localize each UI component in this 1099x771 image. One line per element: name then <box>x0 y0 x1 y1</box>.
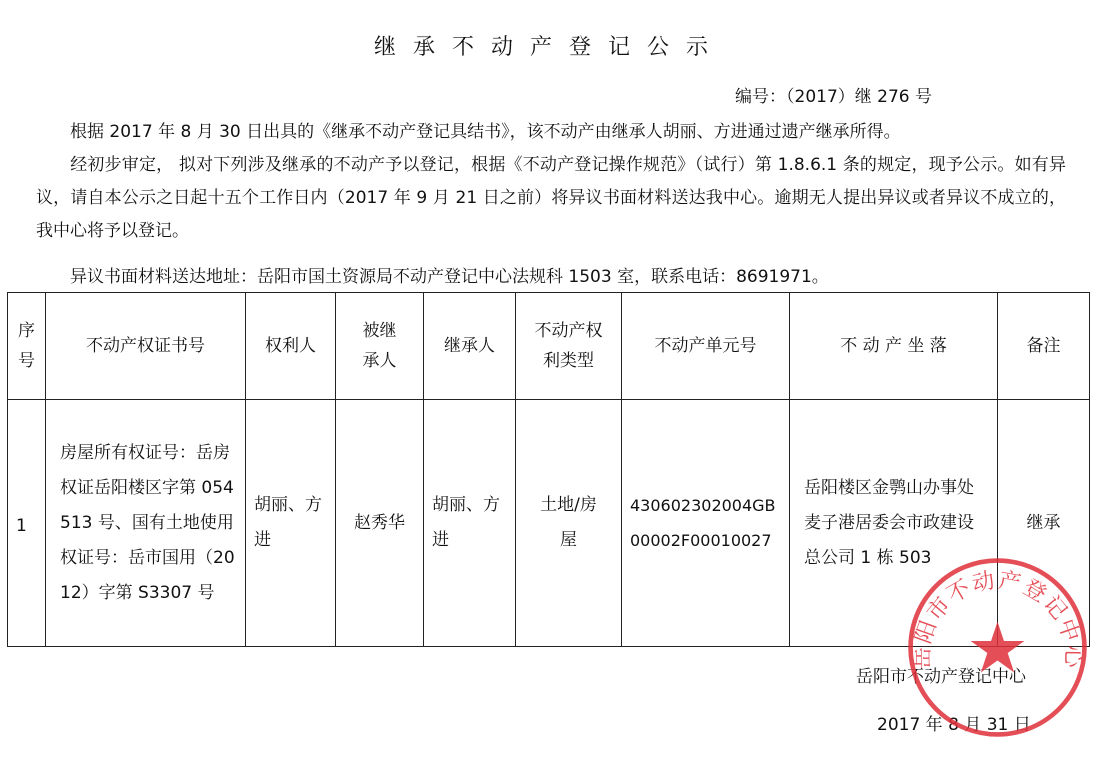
cell-unit-no: 430602302004GB00002F00010027 <box>622 400 790 647</box>
paragraph-basis-text: 根据 2017 年 8 月 30 日出具的《继承不动产登记具结书》，该不动产由继承人胡丽、方进通过遗产继承所得。 <box>70 122 901 142</box>
header-seq: 序号 <box>8 293 46 400</box>
header-right-type: 不动产权利类型 <box>516 293 622 400</box>
cell-right-type: 土地/房屋 <box>516 400 622 647</box>
seal-star-icon <box>971 622 1025 673</box>
issuer-name: 岳阳市不动产登记中心 <box>856 667 1026 687</box>
header-decedent: 被继承人 <box>336 293 424 400</box>
header-heir: 继承人 <box>424 293 516 400</box>
document-number: 编号：（2017）继 276 号 <box>735 87 933 107</box>
header-unit-no: 不动产单元号 <box>622 293 790 400</box>
header-location: 不 动 产 坐 落 <box>790 293 998 400</box>
paragraph-address-text: 异议书面材料送达地址：岳阳市国土资源局不动产登记中心法规科 1503 室，联系电话：8691971。 <box>70 267 829 287</box>
table-header-row <box>8 293 1090 400</box>
header-remark: 备注 <box>998 293 1090 400</box>
official-seal-icon <box>905 555 1090 740</box>
cell-heir: 胡丽、方进 <box>424 400 516 647</box>
header-right-holder: 权利人 <box>246 293 336 400</box>
cell-right-holder: 胡丽、方进 <box>246 400 336 647</box>
issue-date: 2017 年 8 月 31 日 <box>877 715 1031 735</box>
cell-seq: 1 <box>8 400 46 647</box>
seal-text: 岳阳市不动产登记中心 <box>908 567 1087 670</box>
paragraph-address <box>36 261 1066 294</box>
paragraph-basis <box>36 116 1066 149</box>
cell-location: 岳阳楼区金鹗山办事处麦子港居委会市政建设总公司 1 栋 503 <box>790 400 998 647</box>
cell-remark: 继承 <box>998 400 1090 647</box>
paragraph-review <box>36 149 1066 248</box>
document-title: 继承不动产登记公示 <box>373 35 725 60</box>
cell-cert-no: 房屋所有权证号：岳房权证岳阳楼区字第 054513 号、国有土地使用权证号：岳市国用（2012）字第 S3307 号 <box>46 400 246 647</box>
cell-decedent: 赵秀华 <box>336 400 424 647</box>
paragraph-review-text: 经初步审定， 拟对下列涉及继承的不动产予以登记，根据《不动产登记操作规范》（试行）第 1.8.6.1 条的规定，现予公示。如有异议，请自本公示之日起十五个工作日内（2017 年 9 月 21 日之前）将异议书面材料送达我中心。逾期无人提出异议或者异议不成立的，我中心将予以登记。 <box>36 155 1066 241</box>
header-cert-no: 不动产权证书号 <box>46 293 246 400</box>
